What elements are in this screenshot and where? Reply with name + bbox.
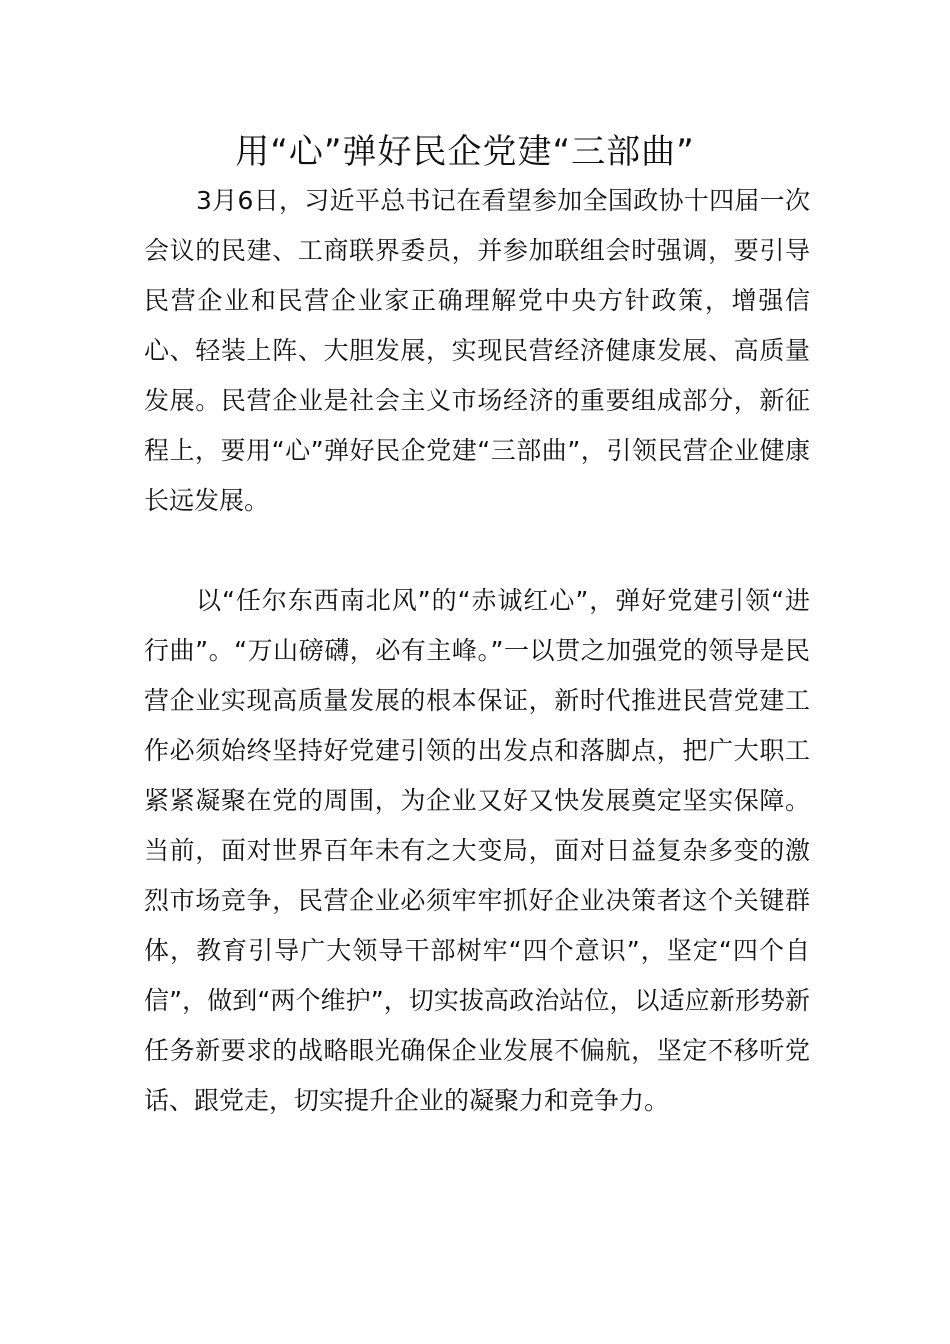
document-title: 用“心”弹好民企党建“三部曲” <box>235 132 695 172</box>
paragraph-party-leadership: 以“任尔东西南北风”的“赤诚红心”，弹好党建引领“进行曲”。“万山磅礴，必有主峰。”一以贯之加强党的领导是民营企业实现高质量发展的根本保证，新时代推进民营党建工作必须始终坚持好党建引领的出发点和落脚点，把广大职工紧紧凝聚在党的周围，为企业又好又快发展奠定坚实保障。当前，面对世界百年未有之大变局，面对日益复杂多变的激烈市场竞争，民营企业必须牢牢抓好企业决策者这个关键群体，教育引导广大领导干部树牢“四个意识”，坚定“四个自信”，做到“两个维护”，切实拔高政治站位，以适应新形势新任务新要求的战略眼光确保企业发展不偏航，坚定不移听党话、跟党走，切实提升企业的凝聚力和竞争力。 <box>144 586 810 1115</box>
paragraph-intro: 3月6日，习近平总书记在看望参加全国政协十四届一次会议的民建、工商联界委员，并参加联组会时强调，要引导民营企业和民营企业家正确理解党中央方针政策，增强信心、轻装上阵、大胆发展，实现民营经济健康发展、高质量发展。民营企业是社会主义市场经济的重要组成部分，新征程上，要用“心”弹好民企党建“三部曲”，引领民营企业健康长远发展。 <box>144 186 810 515</box>
